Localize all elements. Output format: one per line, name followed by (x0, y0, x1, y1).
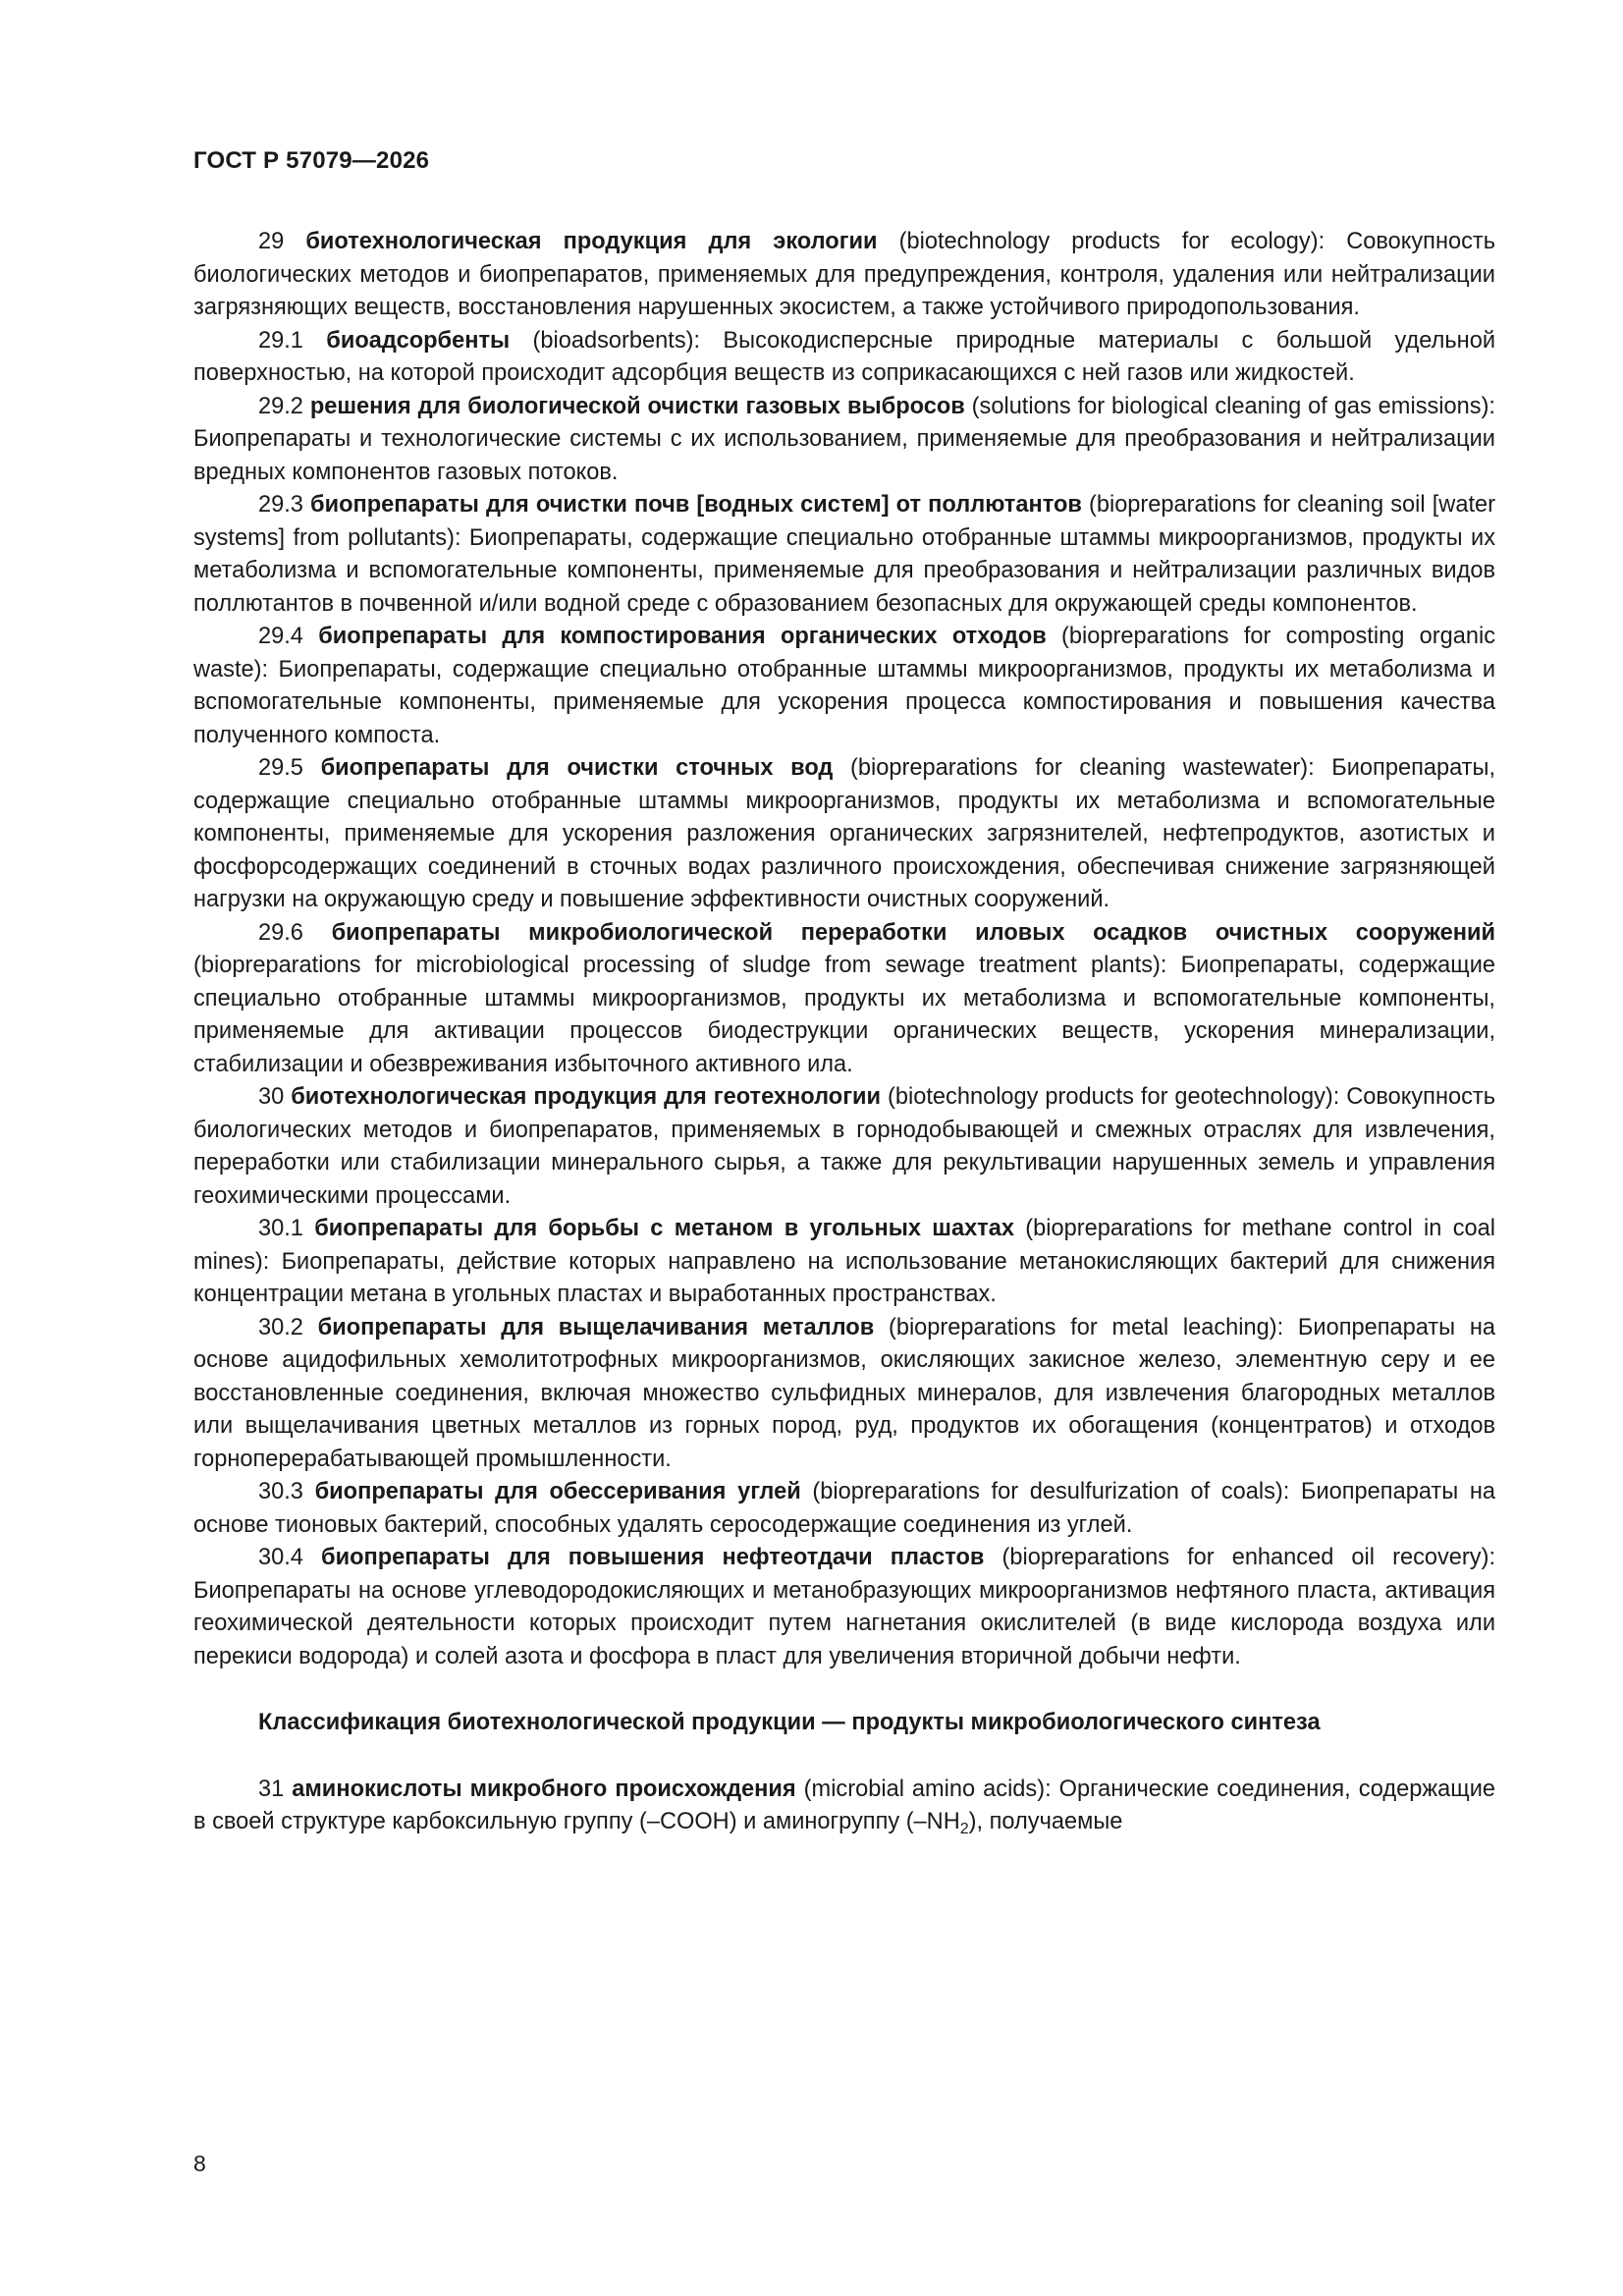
document-header: ГОСТ Р 57079—2026 (193, 147, 430, 174)
entry-number: 29 (258, 229, 285, 254)
entry-definition: (biopreparations for microbiological processing of sludge from sewage treatment plants): Биопрепараты, содержащие специально отобранные штаммы микроорганизмов, продукты их метаболизма и вспомогательные компоненты, применяемые для активации процессов биодеструкции органических веществ, ускорения минерализации, стабилизации и обезвреживания избыточного активного ила. (193, 953, 1495, 1077)
term-entry (193, 752, 1495, 917)
term-entry (193, 1476, 1495, 1542)
entry-definition: (bioadsorbents): Высокодисперсные природные материалы с большой удельной поверхностью, на которой происходит адсорбция веществ из соприкасающихся с ней газов или жидкостей. (193, 327, 1495, 386)
entry-definition: (microbial amino acids): Органические соединения, содержащие в своей структуре карбоксильную группу (–COOH) и аминогруппу (–NH (193, 1776, 1496, 1834)
entry-definition: (biopreparations for cleaning soil [water systems] from pollutants): Биопрепараты, содержащие специально отобранные штаммы микроорганизмов, продукты их метаболизма и вспомогательные компоненты, применяемые для преобразования и нейтрализации различных видов поллютантов в почвенной и/или водной среде с образованием безопасных для окружающей среды компонентов. (193, 492, 1495, 617)
entry-definition-tail: ), получаемые (968, 1809, 1123, 1834)
entry-number: 30 (258, 1084, 285, 1110)
entry-term: биотехнологическая продукция для экологии (305, 229, 878, 254)
term-entry (193, 1213, 1495, 1312)
entry-definition: (biotechnology products for ecology): Совокупность биологических методов и биопрепаратов, применяемых для предупреждения, контроля, удаления или нейтрализации загрязняющих веществ, восстановления нарушенных экосистем, а также устойчивого природопользования. (193, 229, 1495, 320)
term-entry (193, 621, 1495, 752)
entry-term: биопрепараты для борьбы с метаном в угольных шахтах (314, 1216, 1014, 1241)
term-entry (193, 391, 1495, 490)
entry-term: биопрепараты для обессеривания углей (314, 1479, 801, 1504)
section-heading: Классификация биотехнологической продукции — продукты микробиологического синтеза (258, 1710, 1321, 1735)
term-list (193, 226, 1495, 1673)
entry-number: 30.1 (258, 1216, 303, 1241)
term-entry (193, 917, 1495, 1082)
entry-term: решения для биологической очистки газовых выбросов (309, 393, 965, 419)
entry-number: 30.4 (258, 1545, 303, 1570)
entry-term: биоадсорбенты (326, 327, 511, 354)
entry-definition: (biopreparations for composting organic waste): Биопрепараты, содержащие специально отобранные штаммы микроорганизмов, продукты их метаболизма и вспомогательные компоненты, применяемые для ускорения процесса компостирования и повышения качества полученного компоста. (193, 624, 1495, 748)
entry-definition: (biopreparations for desulfurization of coals): Биопрепараты на основе тионовых бактерий, способных удалять серосодержащие соединения из углей. (193, 1479, 1495, 1538)
entry-number: 29.5 (258, 755, 303, 781)
entry-term: аминокислоты микробного происхождения (292, 1776, 796, 1802)
entry-subscript: 2 (959, 1821, 969, 1837)
entry-number: 31 (258, 1776, 285, 1802)
entry-number: 29.6 (258, 919, 303, 946)
entry-number: 30.2 (258, 1314, 303, 1340)
entry-definition: (biopreparations for methane control in coal mines): Биопрепараты, действие которых направлено на использование метанокисляющих бактерий для снижения концентрации метана в угольных пластах и выработанных пространствах. (193, 1216, 1495, 1307)
entry-term: биопрепараты для повышения нефтеотдачи пластов (321, 1545, 985, 1570)
term-entry (193, 1542, 1495, 1673)
entry-number: 30.3 (258, 1479, 303, 1504)
term-entry (193, 489, 1495, 621)
entry-term: биотехнологическая продукция для геотехнологии (291, 1084, 882, 1110)
entry-number: 29.1 (258, 327, 303, 354)
entry-term: биопрепараты для выщелачивания металлов (317, 1314, 875, 1340)
page-number: 8 (193, 2151, 206, 2176)
term-entry (193, 226, 1495, 325)
entry-term: биопрепараты для компостирования органических отходов (318, 624, 1047, 649)
term-entry (193, 1774, 1495, 1839)
term-entry (193, 1312, 1495, 1477)
entry-definition: (biopreparations for enhanced oil recovery): Биопрепараты на основе углеводородокисляющих и метанобразующих микроорганизмов нефтяного пласта, активация геохимической деятельности которых происходит путем нагнетания окислителей (в виде кислорода воздуха или перекиси водорода) и солей азота и фосфора в пласт для увеличения вторичной добычи нефти. (193, 1545, 1495, 1669)
entry-definition: (biotechnology products for geotechnology): Совокупность биологических методов и биопрепаратов, применяемых в горнодобывающей и смежных отраслях для извлечения, переработки или стабилизации минерального сырья, а также для рекультивации нарушенных земель и управления геохимическими процессами. (193, 1084, 1495, 1209)
term-entry (193, 325, 1495, 391)
entry-number: 29.2 (258, 393, 303, 419)
term-entry (193, 1081, 1495, 1213)
entry-number: 29.3 (258, 492, 303, 518)
entry-definition: (solutions for biological cleaning of gas emissions): Биопрепараты и технологические системы с их использованием, применяемые для преобразования и нейтрализации вредных компонентов газовых потоков. (193, 393, 1495, 485)
entry-term: биопрепараты для очистки сточных вод (320, 755, 834, 781)
entry-term: биопрепараты микробиологической переработки иловых осадков очистных сооружений (331, 919, 1495, 946)
entry-term: биопрепараты для очистки почв [водных систем] от поллютантов (310, 492, 1082, 518)
entry-definition: (biopreparations for metal leaching): Биопрепараты на основе ацидофильных хемолитотрофных микроорганизмов, окисляющих закисное железо, элементную серу и ее восстановленные соединения, включая множество сульфидных минералов, для извлечения благородных металлов или выщелачивания цветных металлов из горных пород, руд, продуктов их обогащения (концентратов) и отходов горноперерабатывающей промышленности. (193, 1314, 1495, 1472)
entry-definition: (biopreparations for cleaning wastewater): Биопрепараты, содержащие специально отобранные штаммы микроорганизмов, продукты их метаболизма и вспомогательные компоненты, применяемые для ускорения разложения органических загрязнителей, нефтепродуктов, азотистых и фосфорсодержащих соединений в сточных водах различного происхождения, обеспечивая снижение загрязняющей нагрузки на окружающую среду и повышение эффективности очистных сооружений. (193, 755, 1496, 912)
entry-number: 29.4 (258, 624, 303, 649)
document-body (193, 226, 1495, 1839)
